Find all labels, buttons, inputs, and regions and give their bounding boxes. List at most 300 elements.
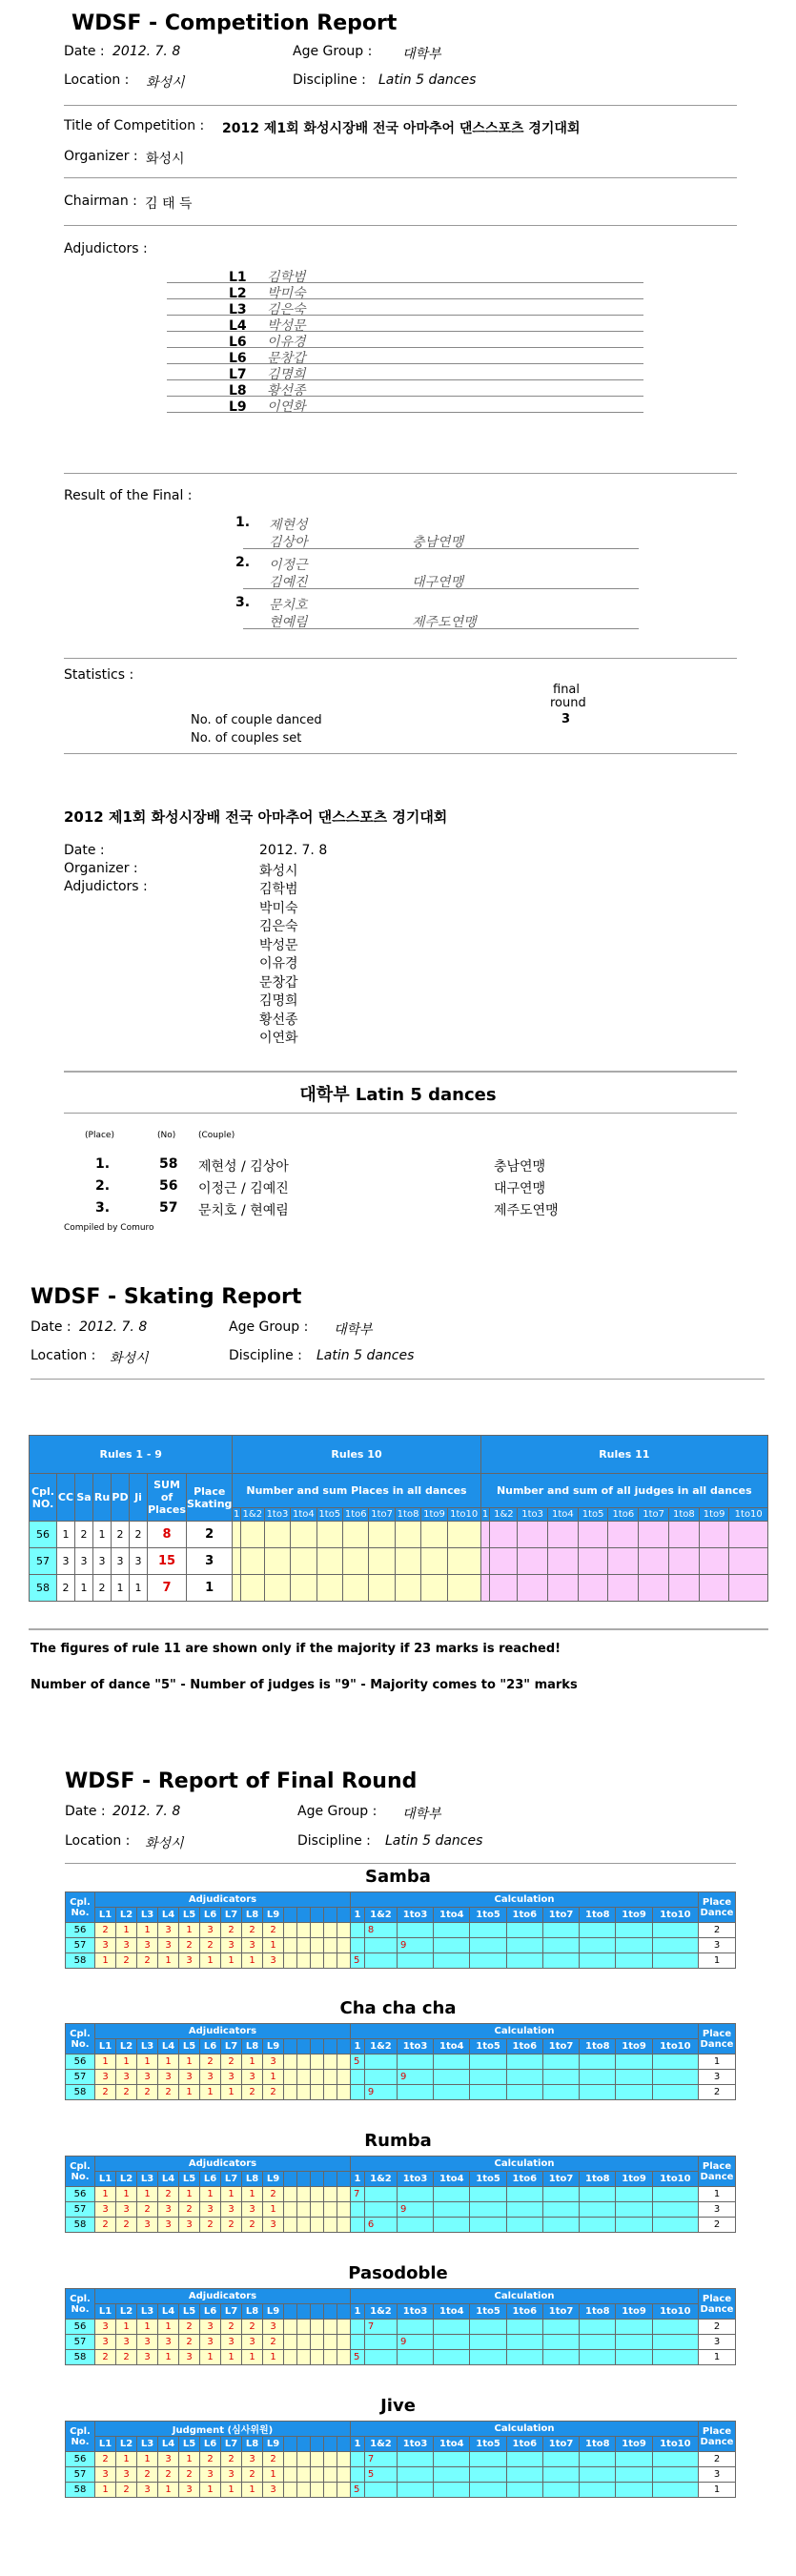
calc-value: 5 bbox=[351, 2350, 365, 2365]
calc-value bbox=[616, 1938, 652, 1953]
empty-judge-col bbox=[297, 2039, 311, 2055]
compiled-note: Compiled by Comuro bbox=[64, 1223, 154, 1233]
calc-col-header: 1to5 bbox=[470, 1908, 506, 1923]
judge-mark: 3 bbox=[158, 2335, 179, 2350]
calc-value bbox=[470, 2350, 506, 2365]
cpl-number: 58 bbox=[66, 2483, 95, 2498]
calc-value bbox=[506, 2483, 542, 2498]
empty-mark bbox=[324, 2320, 337, 2335]
judge-mark: 2 bbox=[200, 2218, 221, 2233]
calc-value bbox=[542, 1953, 579, 1969]
judge-col-header: L8 bbox=[242, 2437, 263, 2452]
skating-discipline-value: Latin 5 dances bbox=[316, 1348, 415, 1363]
judge-mark: 2 bbox=[242, 2320, 263, 2335]
calc-col-header: 1 bbox=[351, 2304, 365, 2320]
result-follower: 김예진 bbox=[269, 575, 308, 590]
divider bbox=[64, 225, 737, 226]
rule11-cell bbox=[490, 1522, 518, 1548]
rule11-cell bbox=[518, 1522, 548, 1548]
calc-value bbox=[580, 1923, 616, 1938]
judge-mark: 1 bbox=[263, 2070, 284, 2085]
judge-mark: 3 bbox=[263, 2218, 284, 2233]
judge-mark: 3 bbox=[95, 2335, 116, 2350]
judge-mark: 2 bbox=[263, 2085, 284, 2100]
judge-col-header: L3 bbox=[137, 2039, 158, 2055]
calc-value bbox=[434, 2335, 470, 2350]
judge-mark: 1 bbox=[137, 2055, 158, 2070]
judge-mark: 3 bbox=[221, 1938, 242, 1953]
empty-mark bbox=[297, 2467, 311, 2483]
calc-value bbox=[470, 1953, 506, 1969]
rule10-cell bbox=[264, 1548, 290, 1575]
summary-adjudicator: 이유경 bbox=[259, 956, 298, 971]
judge-mark: 1 bbox=[242, 2483, 263, 2498]
empty-mark bbox=[311, 1953, 324, 1969]
judge-col-header: L6 bbox=[200, 2437, 221, 2452]
calc-value bbox=[470, 2483, 506, 2498]
calc-value bbox=[351, 1938, 365, 1953]
table-row bbox=[30, 1548, 768, 1575]
judge-col-header: L8 bbox=[242, 2039, 263, 2055]
empty-mark bbox=[297, 1938, 311, 1953]
calc-value bbox=[506, 2320, 542, 2335]
judge-mark: 3 bbox=[200, 2070, 221, 2085]
calc-col-header: 1to7 bbox=[542, 2437, 579, 2452]
organizer-value: 화성시 bbox=[146, 152, 185, 167]
empty-mark bbox=[337, 2335, 351, 2350]
calc-value: 9 bbox=[364, 2085, 397, 2100]
judge-mark: 2 bbox=[179, 2335, 200, 2350]
cpl-number-header: Cpl. No. bbox=[66, 2157, 95, 2187]
judge-mark: 3 bbox=[95, 1938, 116, 1953]
empty-mark bbox=[324, 2085, 337, 2100]
calc-value bbox=[506, 2187, 542, 2202]
judge-mark: 1 bbox=[179, 2055, 200, 2070]
empty-mark bbox=[311, 2467, 324, 2483]
location-value: 화성시 bbox=[146, 75, 185, 91]
place-dance: 1 bbox=[699, 1953, 736, 1969]
judge-mark: 1 bbox=[95, 2483, 116, 2498]
sum-places: 15 bbox=[148, 1548, 187, 1575]
judge-mark: 1 bbox=[242, 2055, 263, 2070]
dance-place: 1 bbox=[130, 1575, 148, 1602]
rule10-cell bbox=[240, 1548, 264, 1575]
empty-judge-col bbox=[337, 2304, 351, 2320]
empty-mark bbox=[324, 1938, 337, 1953]
adjudicator-name: 문창갑 bbox=[267, 351, 306, 366]
rule11-cell bbox=[608, 1575, 639, 1602]
calc-value bbox=[652, 2218, 698, 2233]
judge-mark: 1 bbox=[242, 1953, 263, 1969]
rule11-cell bbox=[578, 1522, 608, 1548]
judge-mark: 3 bbox=[95, 2467, 116, 2483]
place-dance: 2 bbox=[699, 2218, 736, 2233]
calc-value: 9 bbox=[397, 2070, 433, 2085]
skating-age-label: Age Group : bbox=[229, 1319, 309, 1335]
adjudicator-code: L8 bbox=[229, 383, 247, 399]
final-round-title: WDSF - Report of Final Round bbox=[65, 1769, 418, 1793]
empty-judge-col bbox=[337, 1908, 351, 1923]
judge-mark: 2 bbox=[116, 2483, 137, 2498]
judge-mark: 2 bbox=[263, 2452, 284, 2467]
place-dance: 2 bbox=[699, 2085, 736, 2100]
judge-col-header: L1 bbox=[95, 2437, 116, 2452]
calc-value bbox=[616, 2483, 652, 2498]
calc-col-header: 1to8 bbox=[668, 1508, 699, 1522]
empty-mark bbox=[324, 2070, 337, 2085]
judge-mark: 3 bbox=[200, 2335, 221, 2350]
rule10-cell bbox=[240, 1522, 264, 1548]
table-row bbox=[66, 2467, 736, 2483]
competition-title-label: Title of Competition : bbox=[64, 118, 205, 133]
judge-mark: 3 bbox=[158, 2202, 179, 2218]
judge-col-header: L5 bbox=[179, 2039, 200, 2055]
calc-col-header: 1to4 bbox=[291, 1508, 316, 1522]
rule10-cell bbox=[369, 1522, 395, 1548]
dance-table-wrap bbox=[65, 2023, 736, 2100]
calc-col-header: 1 bbox=[351, 1908, 365, 1923]
calc-value bbox=[434, 2187, 470, 2202]
judge-mark: 3 bbox=[137, 1938, 158, 1953]
judge-col-header: L8 bbox=[242, 2172, 263, 2187]
discipline-label: Discipline : bbox=[293, 72, 366, 88]
adjudicator-name: 이연화 bbox=[267, 399, 306, 415]
cpl-number: 58 bbox=[30, 1575, 57, 1602]
rules-10-header: Rules 10 bbox=[233, 1436, 480, 1474]
judge-mark: 3 bbox=[95, 2202, 116, 2218]
judge-mark: 3 bbox=[137, 2483, 158, 2498]
summary-organizer-label: Organizer : bbox=[64, 861, 138, 876]
rule11-cell bbox=[699, 1522, 729, 1548]
empty-judge-col bbox=[337, 2039, 351, 2055]
empty-mark bbox=[337, 2350, 351, 2365]
judge-mark: 1 bbox=[158, 1953, 179, 1969]
calc-value bbox=[652, 2483, 698, 2498]
empty-mark bbox=[324, 2483, 337, 2498]
calc-col-header: 1 bbox=[351, 2437, 365, 2452]
place-dance-header: Place Dance bbox=[699, 2289, 736, 2320]
calc-col-header: 1 bbox=[351, 2172, 365, 2187]
empty-mark bbox=[311, 2335, 324, 2350]
dance-place: 2 bbox=[57, 1575, 75, 1602]
adjudicator-name: 이유경 bbox=[267, 335, 306, 350]
summary-adjudicator: 황선종 bbox=[259, 1012, 298, 1028]
calc-value bbox=[542, 2320, 579, 2335]
calc-value bbox=[652, 1953, 698, 1969]
cpl-number: 58 bbox=[66, 2218, 95, 2233]
table-row bbox=[66, 1953, 736, 1969]
location-label: Location : bbox=[64, 72, 130, 88]
judge-mark: 3 bbox=[263, 1953, 284, 1969]
summary-title: 2012 제1회 화성시장배 전국 아마추어 댄스스포츠 경기대회 bbox=[64, 808, 448, 826]
calc-value bbox=[580, 2483, 616, 2498]
judge-mark: 2 bbox=[137, 1953, 158, 1969]
judge-mark: 1 bbox=[137, 2452, 158, 2467]
judge-mark: 2 bbox=[200, 2055, 221, 2070]
judge-mark: 2 bbox=[95, 2452, 116, 2467]
table-row bbox=[66, 2350, 736, 2365]
judge-mark: 1 bbox=[137, 2320, 158, 2335]
summary-adjudicator: 문창갑 bbox=[259, 974, 298, 991]
result-leader: 제현성 bbox=[269, 518, 308, 533]
calc-value bbox=[580, 2187, 616, 2202]
calc-value bbox=[506, 2218, 542, 2233]
stat-col-final: final bbox=[553, 683, 581, 697]
table-row bbox=[66, 2085, 736, 2100]
calc-col-header: 1to9 bbox=[699, 1508, 729, 1522]
calc-value bbox=[470, 2452, 506, 2467]
empty-judge-col bbox=[324, 2039, 337, 2055]
divider bbox=[64, 1113, 737, 1114]
cpl-number: 57 bbox=[66, 2070, 95, 2085]
adjudicator-code: L9 bbox=[229, 399, 247, 415]
rule11-cell bbox=[518, 1575, 548, 1602]
divider bbox=[64, 473, 737, 474]
judge-mark: 2 bbox=[221, 2452, 242, 2467]
calc-value bbox=[652, 2335, 698, 2350]
rule10-cell bbox=[291, 1575, 316, 1602]
cpl-number: 57 bbox=[66, 2202, 95, 2218]
judge-mark: 3 bbox=[137, 2218, 158, 2233]
table-row bbox=[66, 2055, 736, 2070]
empty-mark bbox=[324, 1923, 337, 1938]
calc-value bbox=[616, 2187, 652, 2202]
empty-mark bbox=[284, 2350, 297, 2365]
dance-title: Jive bbox=[380, 2396, 416, 2416]
calc-value bbox=[652, 2055, 698, 2070]
cpl-number-header: Cpl. No. bbox=[66, 2289, 95, 2320]
place-dance: 3 bbox=[699, 2202, 736, 2218]
place-skating: 2 bbox=[187, 1522, 233, 1548]
cpl-number: 56 bbox=[66, 2187, 95, 2202]
calc-col-header: 1&2 bbox=[364, 2437, 397, 2452]
dance-col-header: Sa bbox=[75, 1474, 93, 1522]
adjudicator-code: L6 bbox=[229, 351, 247, 366]
rule10-cell bbox=[233, 1575, 241, 1602]
calc-value bbox=[542, 2202, 579, 2218]
judge-mark: 1 bbox=[200, 2085, 221, 2100]
dance-place: 3 bbox=[93, 1548, 112, 1575]
adjudicator-name: 김학범 bbox=[267, 270, 306, 285]
dance-table-wrap bbox=[65, 1891, 736, 1969]
empty-mark bbox=[337, 2483, 351, 2498]
judge-mark: 1 bbox=[116, 2055, 137, 2070]
adjudicators-header: Judgment (심사위원) bbox=[95, 2422, 351, 2437]
calc-value bbox=[397, 2218, 433, 2233]
calc-value bbox=[580, 2085, 616, 2100]
summary-club: 대구연맹 bbox=[494, 1181, 546, 1196]
calc-col-header: 1to7 bbox=[542, 2172, 579, 2187]
calc-value: 5 bbox=[351, 2483, 365, 2498]
summary-couple: 제현성 / 김상아 bbox=[198, 1159, 289, 1175]
chairman-label: Chairman : bbox=[64, 194, 137, 209]
calc-value bbox=[506, 2070, 542, 2085]
judge-col-header: L2 bbox=[116, 1908, 137, 1923]
judge-col-header: L9 bbox=[263, 2437, 284, 2452]
rule11-cell bbox=[639, 1548, 669, 1575]
calc-value bbox=[351, 2335, 365, 2350]
calc-value bbox=[470, 2085, 506, 2100]
calc-value bbox=[580, 2452, 616, 2467]
place-dance: 3 bbox=[699, 2335, 736, 2350]
age-group-label: Age Group : bbox=[293, 44, 373, 59]
skating-age-value: 대학부 bbox=[334, 1322, 373, 1338]
rule11-cell bbox=[639, 1575, 669, 1602]
calc-col-header: 1to6 bbox=[506, 1908, 542, 1923]
rule11-cell bbox=[480, 1548, 490, 1575]
calc-value bbox=[434, 2070, 470, 2085]
table-row bbox=[66, 1938, 736, 1953]
judge-mark: 2 bbox=[95, 2218, 116, 2233]
empty-mark bbox=[297, 2055, 311, 2070]
judge-mark: 3 bbox=[158, 1923, 179, 1938]
empty-mark bbox=[337, 2187, 351, 2202]
dance-score-table bbox=[65, 1891, 736, 1969]
judge-mark: 2 bbox=[158, 2187, 179, 2202]
empty-mark bbox=[297, 2202, 311, 2218]
calc-value bbox=[652, 1923, 698, 1938]
calc-value: 5 bbox=[364, 2467, 397, 2483]
judge-mark: 2 bbox=[179, 1938, 200, 1953]
rule10-cell bbox=[421, 1575, 447, 1602]
calc-value bbox=[364, 2055, 397, 2070]
calc-value: 9 bbox=[397, 2335, 433, 2350]
judge-mark: 3 bbox=[116, 2335, 137, 2350]
final-age-value: 대학부 bbox=[402, 1807, 441, 1822]
calc-value bbox=[351, 2467, 365, 2483]
empty-mark bbox=[324, 2335, 337, 2350]
dance-score-table bbox=[65, 2023, 736, 2100]
calc-col-header: 1to5 bbox=[578, 1508, 608, 1522]
calc-value bbox=[542, 2055, 579, 2070]
calc-col-header: 1&2 bbox=[364, 1908, 397, 1923]
dance-col-header: Ji bbox=[130, 1474, 148, 1522]
judge-col-header: L4 bbox=[158, 2437, 179, 2452]
calc-col-header: 1to3 bbox=[397, 2437, 433, 2452]
judge-mark: 2 bbox=[221, 2218, 242, 2233]
empty-mark bbox=[337, 2467, 351, 2483]
calc-value: 6 bbox=[364, 2218, 397, 2233]
judge-col-header: L3 bbox=[137, 2304, 158, 2320]
dance-place: 3 bbox=[57, 1548, 75, 1575]
calc-value bbox=[364, 2187, 397, 2202]
empty-judge-col bbox=[297, 2172, 311, 2187]
judge-mark: 2 bbox=[116, 1953, 137, 1969]
dance-title: Rumba bbox=[364, 2131, 432, 2151]
empty-mark bbox=[297, 2483, 311, 2498]
judge-mark: 3 bbox=[179, 1953, 200, 1969]
judge-mark: 1 bbox=[116, 2452, 137, 2467]
judge-col-header: L9 bbox=[263, 2039, 284, 2055]
empty-mark bbox=[311, 2452, 324, 2467]
calc-col-header: 1to4 bbox=[547, 1508, 578, 1522]
cpl-number: 57 bbox=[66, 2467, 95, 2483]
calc-value bbox=[542, 2467, 579, 2483]
skating-location-value: 화성시 bbox=[110, 1351, 149, 1366]
judge-col-header: L1 bbox=[95, 2039, 116, 2055]
calc-col-header: 1to3 bbox=[397, 1908, 433, 1923]
final-location-value: 화성시 bbox=[145, 1836, 184, 1851]
age-group-value: 대학부 bbox=[402, 47, 441, 62]
rules-11-sub-header: Number and sum of all judges in all dances bbox=[480, 1474, 767, 1508]
event-title: 대학부 Latin 5 dances bbox=[299, 1085, 497, 1105]
calc-col-header: 1to6 bbox=[506, 2304, 542, 2320]
judge-mark: 3 bbox=[263, 2320, 284, 2335]
skating-date-value: 2012. 7. 8 bbox=[79, 1319, 148, 1335]
summary-organizer-value: 화성시 bbox=[259, 864, 298, 879]
divider bbox=[29, 1628, 768, 1630]
adjudicator-name: 황선종 bbox=[267, 383, 306, 399]
judge-mark: 3 bbox=[242, 2070, 263, 2085]
dance-table-wrap bbox=[65, 2156, 736, 2233]
calc-value bbox=[397, 2452, 433, 2467]
cpl-number: 57 bbox=[30, 1548, 57, 1575]
judge-mark: 3 bbox=[263, 2483, 284, 2498]
judge-mark: 1 bbox=[242, 2187, 263, 2202]
judge-mark: 1 bbox=[200, 1953, 221, 1969]
calc-value bbox=[351, 2202, 365, 2218]
judge-col-header: L4 bbox=[158, 2304, 179, 2320]
rule11-cell bbox=[547, 1575, 578, 1602]
calc-value bbox=[397, 2085, 433, 2100]
calc-value bbox=[470, 2320, 506, 2335]
divider bbox=[64, 753, 737, 754]
calc-value: 8 bbox=[364, 1923, 397, 1938]
calc-col-header: 1to8 bbox=[580, 2304, 616, 2320]
rule10-cell bbox=[369, 1575, 395, 1602]
judge-mark: 3 bbox=[158, 2070, 179, 2085]
dance-place: 2 bbox=[93, 1575, 112, 1602]
rule11-cell bbox=[639, 1522, 669, 1548]
adjudicator-code: L7 bbox=[229, 367, 247, 382]
place-dance: 3 bbox=[699, 2467, 736, 2483]
rule10-cell bbox=[447, 1522, 480, 1548]
judge-mark: 2 bbox=[221, 2320, 242, 2335]
summary-number: 57 bbox=[159, 1200, 178, 1216]
calc-value bbox=[397, 2467, 433, 2483]
calc-col-header: 1to9 bbox=[616, 1908, 652, 1923]
empty-judge-col bbox=[337, 2172, 351, 2187]
rule11-cell bbox=[547, 1522, 578, 1548]
summary-date-value: 2012. 7. 8 bbox=[259, 843, 328, 858]
rule11-note: The figures of rule 11 are shown only if the majority if 23 marks is reached! bbox=[31, 1642, 561, 1656]
empty-mark bbox=[324, 2218, 337, 2233]
adjudicators-header: Adjudicators bbox=[95, 1892, 351, 1908]
calc-col-header: 1to7 bbox=[542, 2304, 579, 2320]
calculation-header: Calculation bbox=[351, 1892, 699, 1908]
dance-title: Cha cha cha bbox=[339, 1998, 457, 2018]
skating-date-label: Date : bbox=[31, 1319, 71, 1335]
calc-value bbox=[434, 2320, 470, 2335]
calc-value bbox=[506, 2085, 542, 2100]
divider bbox=[64, 1071, 737, 1073]
place-dance-header: Place Dance bbox=[699, 2157, 736, 2187]
majority-note: Number of dance "5" - Number of judges is "9" - Majority comes to "23" marks bbox=[31, 1678, 578, 1692]
rule11-cell bbox=[608, 1522, 639, 1548]
result-follower: 현예림 bbox=[269, 615, 308, 630]
calc-value bbox=[506, 2467, 542, 2483]
cpl-number: 57 bbox=[66, 1938, 95, 1953]
judge-mark: 3 bbox=[221, 2070, 242, 2085]
dance-place: 2 bbox=[112, 1522, 130, 1548]
adjudicator-code: L4 bbox=[229, 318, 247, 334]
calc-col-header: 1to7 bbox=[639, 1508, 669, 1522]
sum-places-header: SUM of Places bbox=[148, 1474, 187, 1522]
adjudicator-code: L3 bbox=[229, 302, 247, 317]
calc-col-header: 1to10 bbox=[652, 1908, 698, 1923]
calc-value bbox=[506, 2335, 542, 2350]
judge-mark: 1 bbox=[137, 1923, 158, 1938]
